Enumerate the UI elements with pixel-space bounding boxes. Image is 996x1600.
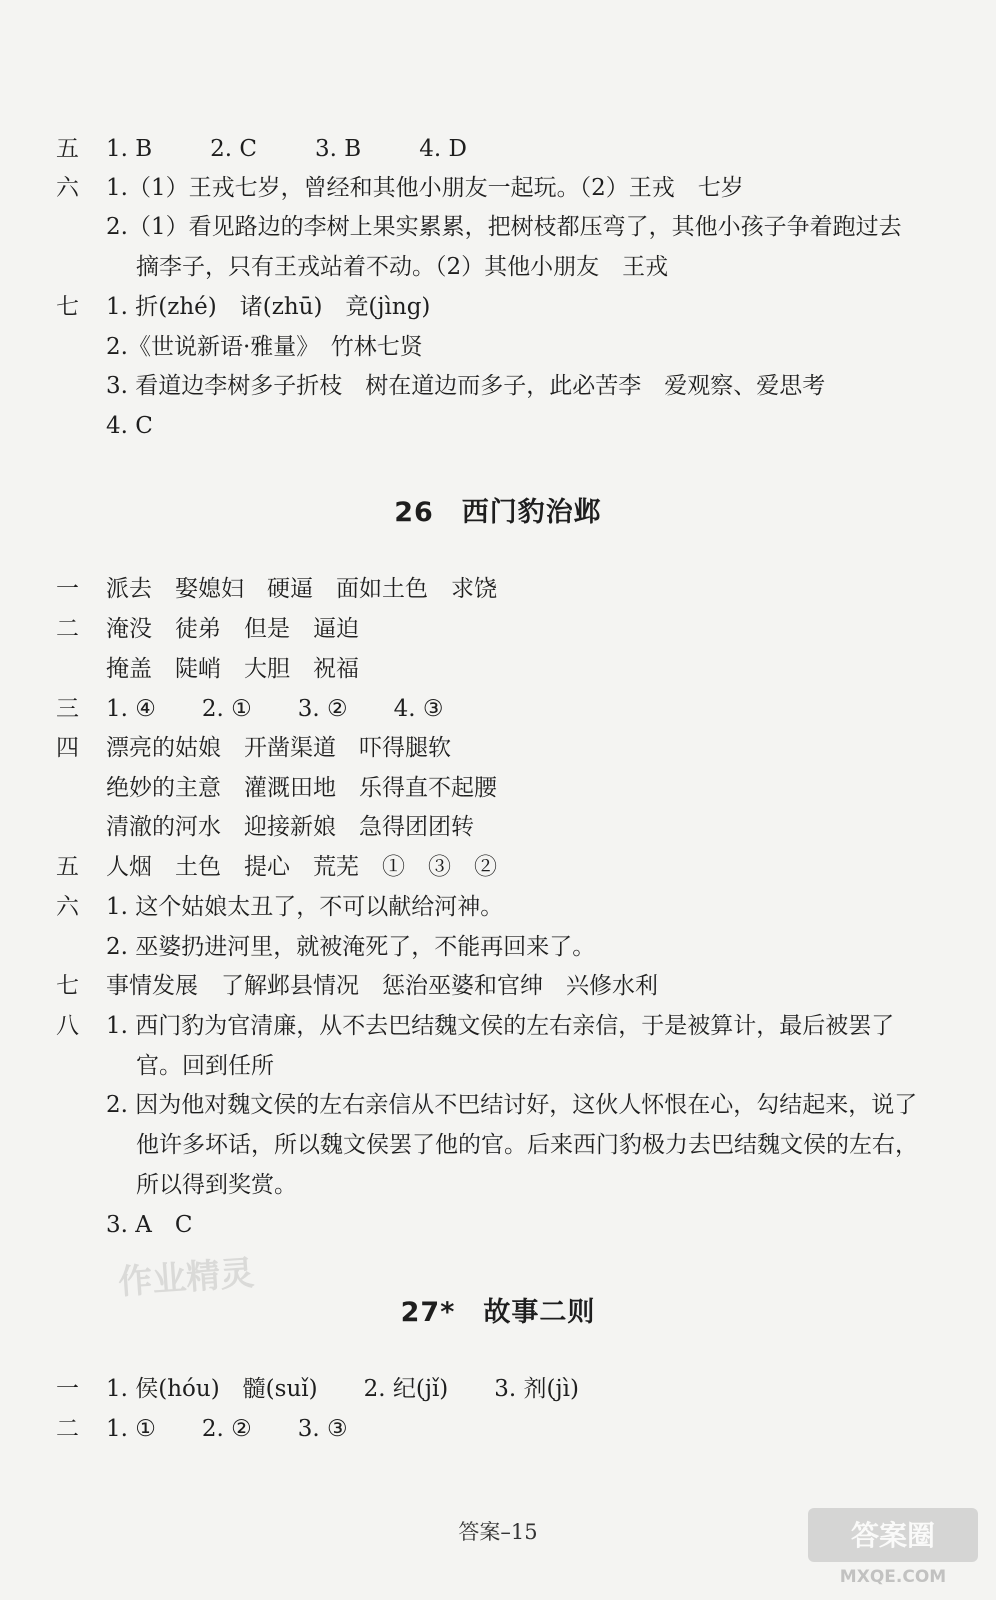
answer-line: 七 1. 折(zhé) 诸(zhū) 竞(jìng) <box>56 294 431 320</box>
answer-line: 七 事情发展 了解邺县情况 惩治巫婆和官绅 兴修水利 <box>56 973 658 999</box>
page-number: 答案–15 <box>458 1520 538 1544</box>
watermark-text: 作业精灵 <box>117 1253 256 1303</box>
answer-line: 3. A C <box>106 1212 193 1238</box>
answer-line: 一 派去 娶媳妇 硬逼 面如土色 求饶 <box>56 576 497 602</box>
answer-line: 4. C <box>106 413 153 439</box>
watermark-logo <box>808 1508 978 1588</box>
answer-line: 五 人烟 土色 提心 荒芜 ① ③ ② <box>56 854 497 880</box>
answer-line: 2. 巫婆扔进河里，就被淹死了，不能再回来了。 <box>106 934 596 960</box>
answer-line: 一 1. 侯(hóu) 髓(suǐ) 2. 纪(jǐ) 3. 剂(jì) <box>56 1376 579 1402</box>
answer-line: 三 1. ④ 2. ① 3. ② 4. ③ <box>56 696 444 722</box>
section-title: 27* 故事二则 <box>400 1297 596 1328</box>
answer-line: 摘李子，只有王戎站着不动。（2）其他小朋友 王戎 <box>136 254 669 280</box>
logo-glyph: 答案圈 <box>850 1519 936 1552</box>
answer-line: 官。回到任所 <box>136 1053 274 1079</box>
section-title: 26 西门豹治邺 <box>394 497 602 528</box>
answer-line: 所以得到奖赏。 <box>136 1172 297 1198</box>
answer-line: 掩盖 陡峭 大胆 祝福 <box>106 656 359 682</box>
answer-line: 五 1. B 2. C 3. B 4. D <box>56 136 467 162</box>
answer-line: 二 1. ① 2. ② 3. ③ <box>56 1416 348 1442</box>
answer-line: 六 1.（1）王戎七岁，曾经和其他小朋友一起玩。（2）王戎 七岁 <box>56 175 744 201</box>
answer-line: 3. 看道边李树多子折枝 树在道边而多子，此必苦李 爱观察、爱思考 <box>106 373 826 399</box>
answer-line: 绝妙的主意 灌溉田地 乐得直不起腰 <box>106 775 497 801</box>
answer-line: 六 1. 这个姑娘太丑了，不可以献给河神。 <box>56 894 504 920</box>
answer-line: 二 淹没 徒弟 但是 逼迫 <box>56 616 359 642</box>
answer-line: 清澈的河水 迎接新娘 急得团团转 <box>106 814 474 840</box>
answer-line: 2.（1）看见路边的李树上果实累累，把树枝都压弯了，其他小孩子争着跑过去 <box>106 214 902 240</box>
logo-text: MXQE.COM <box>839 1567 947 1587</box>
answer-line: 2.《世说新语·雅量》 竹林七贤 <box>106 334 423 360</box>
answer-line: 2. 因为他对魏文侯的左右亲信从不巴结讨好，这伙人怀恨在心，勾结起来，说了 <box>106 1092 918 1118</box>
answer-line: 他许多坏话，所以魏文侯罢了他的官。后来西门豹极力去巴结魏文侯的左右， <box>136 1132 918 1158</box>
answer-line: 四 漂亮的姑娘 开凿渠道 吓得腿软 <box>56 735 451 761</box>
answer-line: 八 1. 西门豹为官清廉，从不去巴结魏文侯的左右亲信，于是被算计，最后被罢了 <box>56 1013 895 1039</box>
